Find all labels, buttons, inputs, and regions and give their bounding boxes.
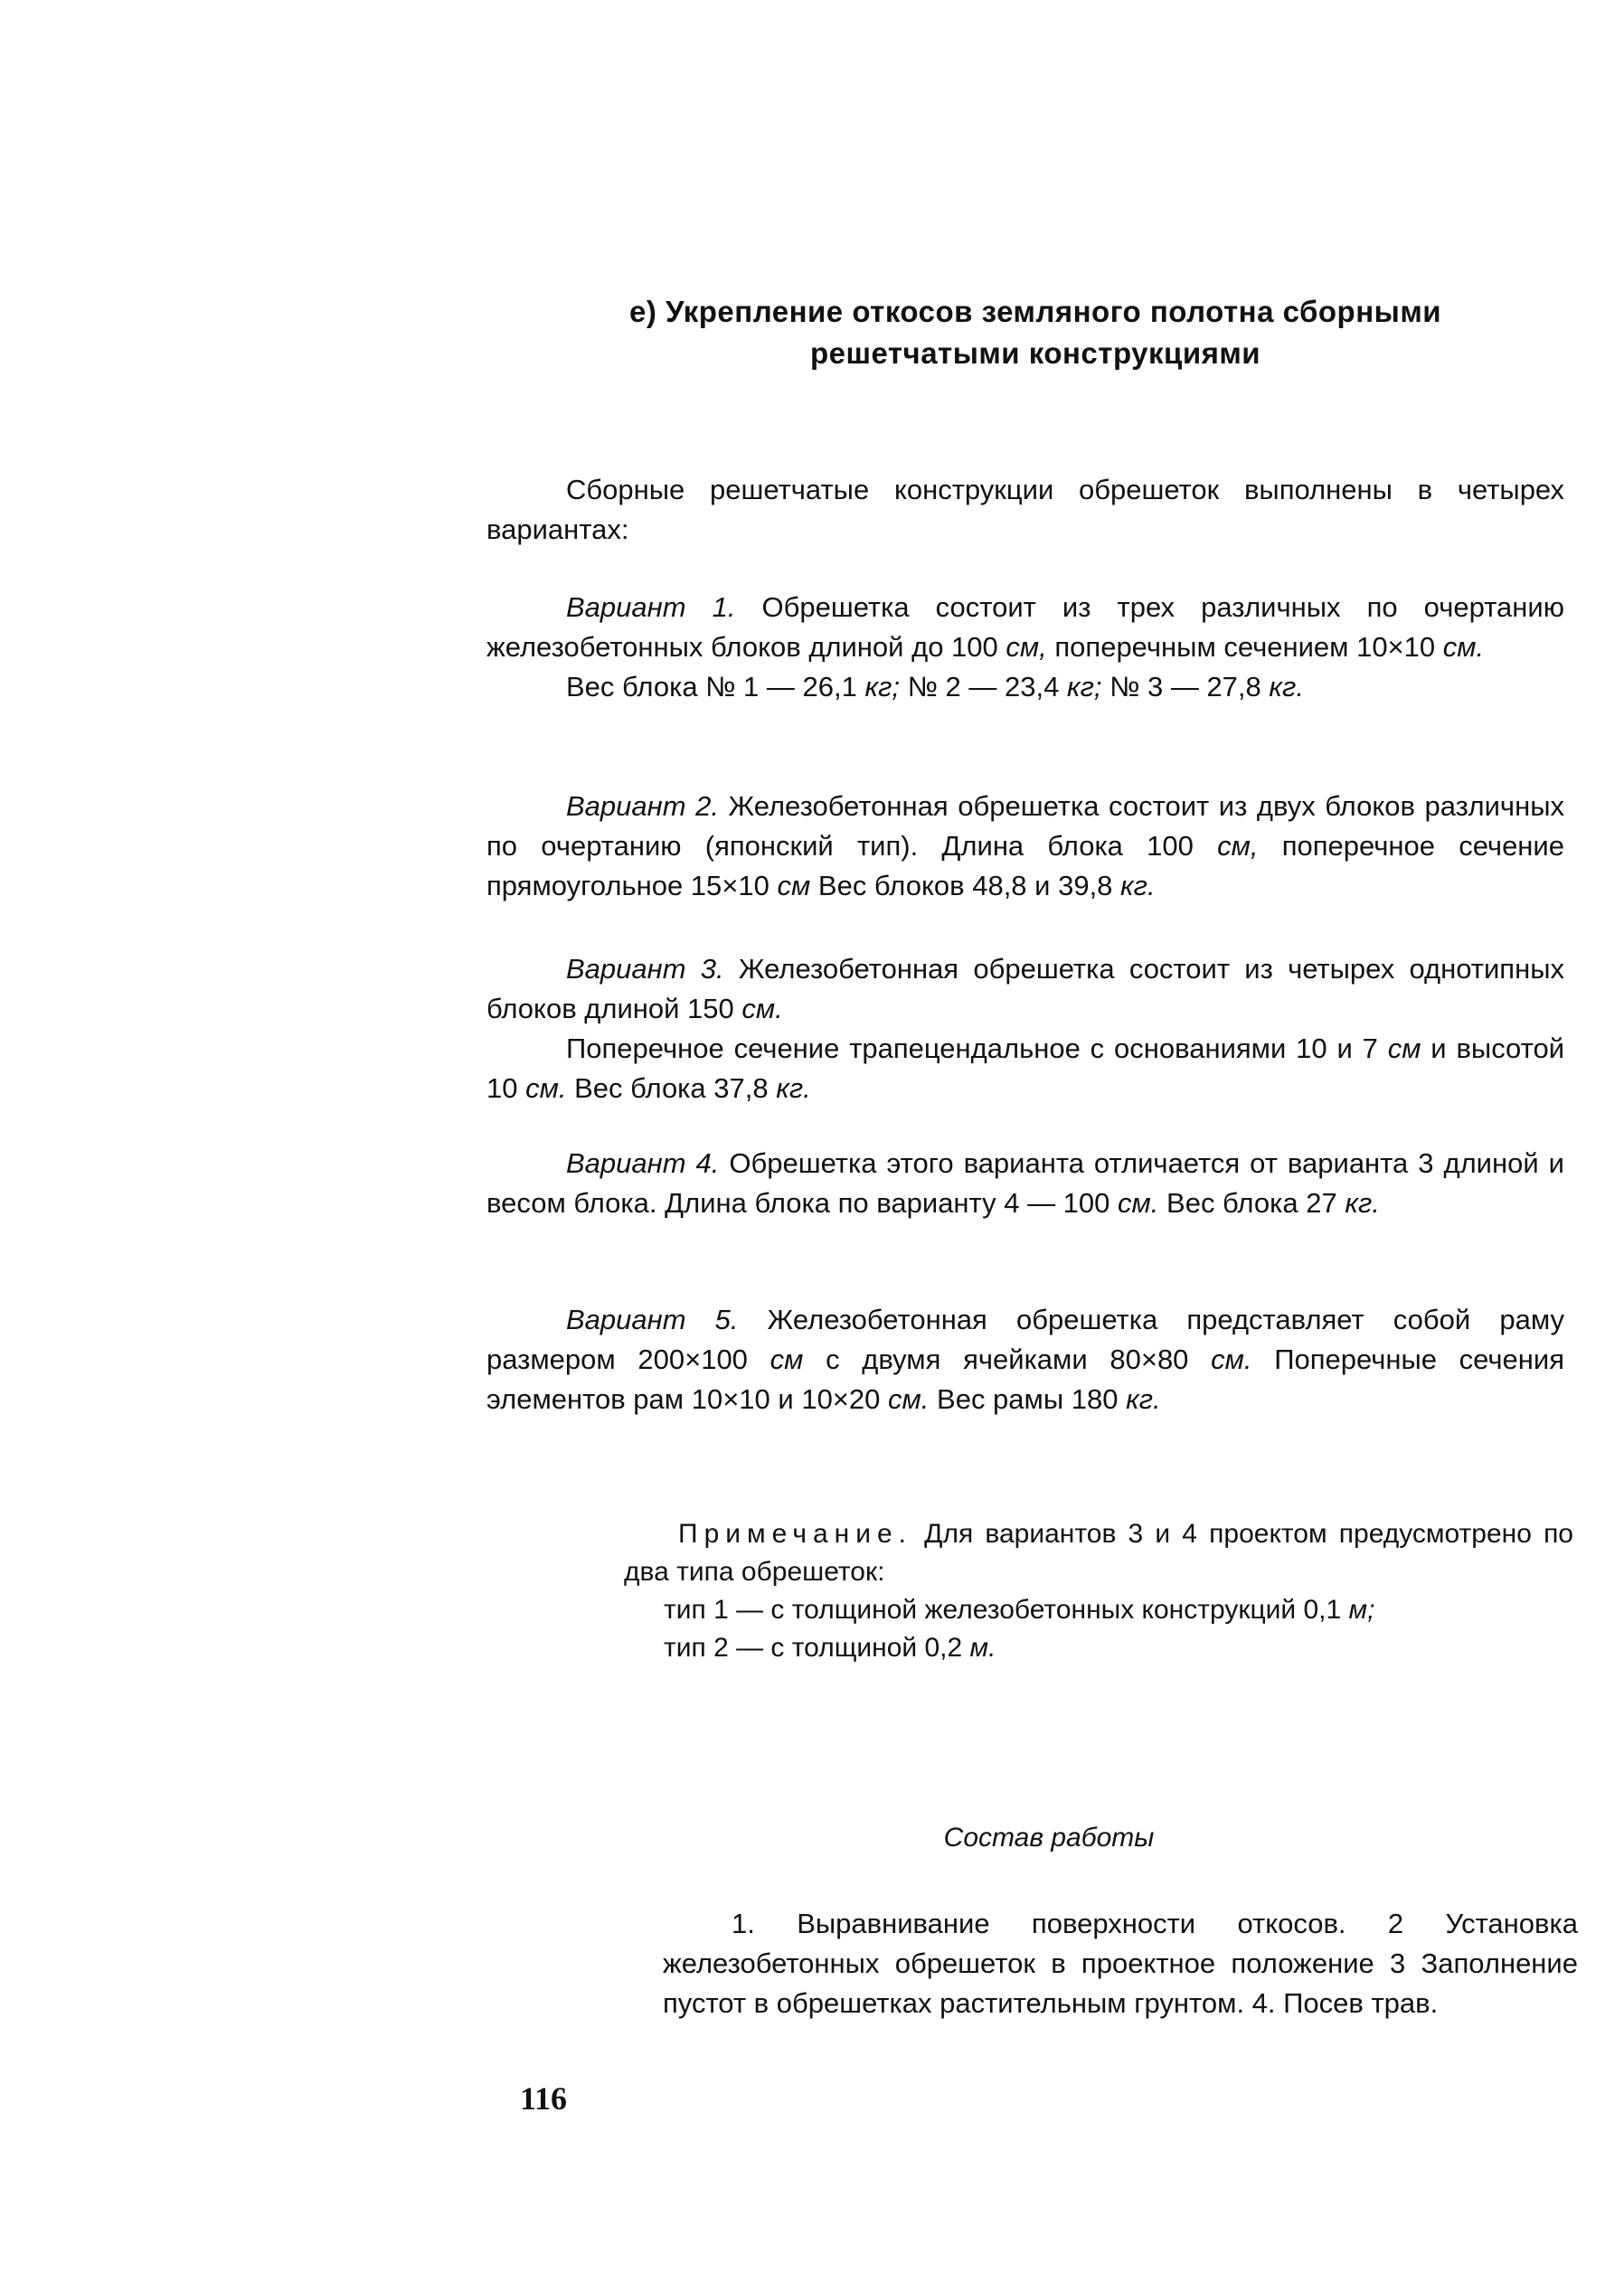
variant-3: [486, 949, 1564, 1108]
variant-1-label: Вариант 1.: [566, 591, 736, 623]
variant-2-text: Вариант 2. Железобетонная обрешетка состоит из двух блоков различных по очертанию (японский тип). Длина блока 100 см, поперечное сечение прямоугольное 15×10 см Вес блоков 48,8 и 39,8 кг.: [486, 790, 1564, 901]
intro-paragraph: [486, 470, 1564, 550]
note-text: Примечание. Для вариантов 3 и 4 проектом предусмотрено по два типа обрешеток:: [624, 1519, 1573, 1587]
variant-4: [486, 1144, 1564, 1223]
variant-4-label: Вариант 4.: [566, 1147, 720, 1179]
note-type-2: тип 2 — с толщиной 0,2 м.: [664, 1633, 996, 1663]
variant-1-text: Вариант 1. Обрешетка состоит из трех различных по очертанию железобетонных блоков длиной до 100 см, поперечным сечением 10×10 см.: [486, 591, 1564, 663]
variant-5: [486, 1300, 1564, 1419]
variant-2: [486, 787, 1564, 906]
work-text: 1. Выравнивание поверхности откосов. 2 Установка железобетонных обрешеток в проектное положение 3 Заполнение пустот в обрешетках растительным грунтом. 4. Посев трав.: [663, 1908, 1578, 2019]
variant-3-section: Поперечное сечение трапецендальное с основаниями 10 и 7 см и высотой 10 см. Вес блока 37,8 кг.: [486, 1033, 1565, 1104]
variant-5-label: Вариант 5.: [566, 1304, 739, 1335]
variant-3-text: Вариант 3. Железобетонная обрешетка состоит из четырех однотипных блоков длиной 150 см.: [486, 953, 1564, 1024]
variant-3-label: Вариант 3.: [566, 953, 724, 985]
intro-text: Сборные решетчатые конструкции обрешеток выполнены в четырех вариантах:: [486, 474, 1564, 545]
note-label: Примечание.: [678, 1519, 912, 1549]
section-title-line-1: е) Укрепление откосов земляного полотна сборными: [628, 295, 1442, 328]
variant-4-text: Вариант 4. Обрешетка этого варианта отличается от варианта 3 длиной и весом блока. Длина блока по варианту 4 — 100 см. Вес блока 27 кг.: [486, 1147, 1564, 1219]
page-number: 116: [520, 2080, 568, 2117]
variant-1: [486, 588, 1564, 707]
variant-2-label: Вариант 2.: [566, 790, 719, 822]
work-heading: Состав работы: [943, 1823, 1155, 1853]
variant-1-weights: Вес блока № 1 — 26,1 кг; № 2 — 23,4 кг; № 3 — 27,8 кг.: [566, 671, 1304, 703]
note-type-1: тип 1 — с толщиной железобетонных конструкций 0,1 м;: [664, 1595, 1375, 1625]
section-title: [506, 291, 1564, 374]
work-block: [663, 1904, 1578, 2023]
variant-5-text: Вариант 5. Железобетонная обрешетка представляет собой раму размером 200×100 см с двумя ячейками 80×80 см. Поперечные сечения элементов рам 10×10 и 10×20 см. Вес рамы 180 кг.: [486, 1304, 1564, 1415]
section-title-line-2: решетчатыми конструкциями: [809, 336, 1261, 370]
note-block: [624, 1515, 1573, 1667]
